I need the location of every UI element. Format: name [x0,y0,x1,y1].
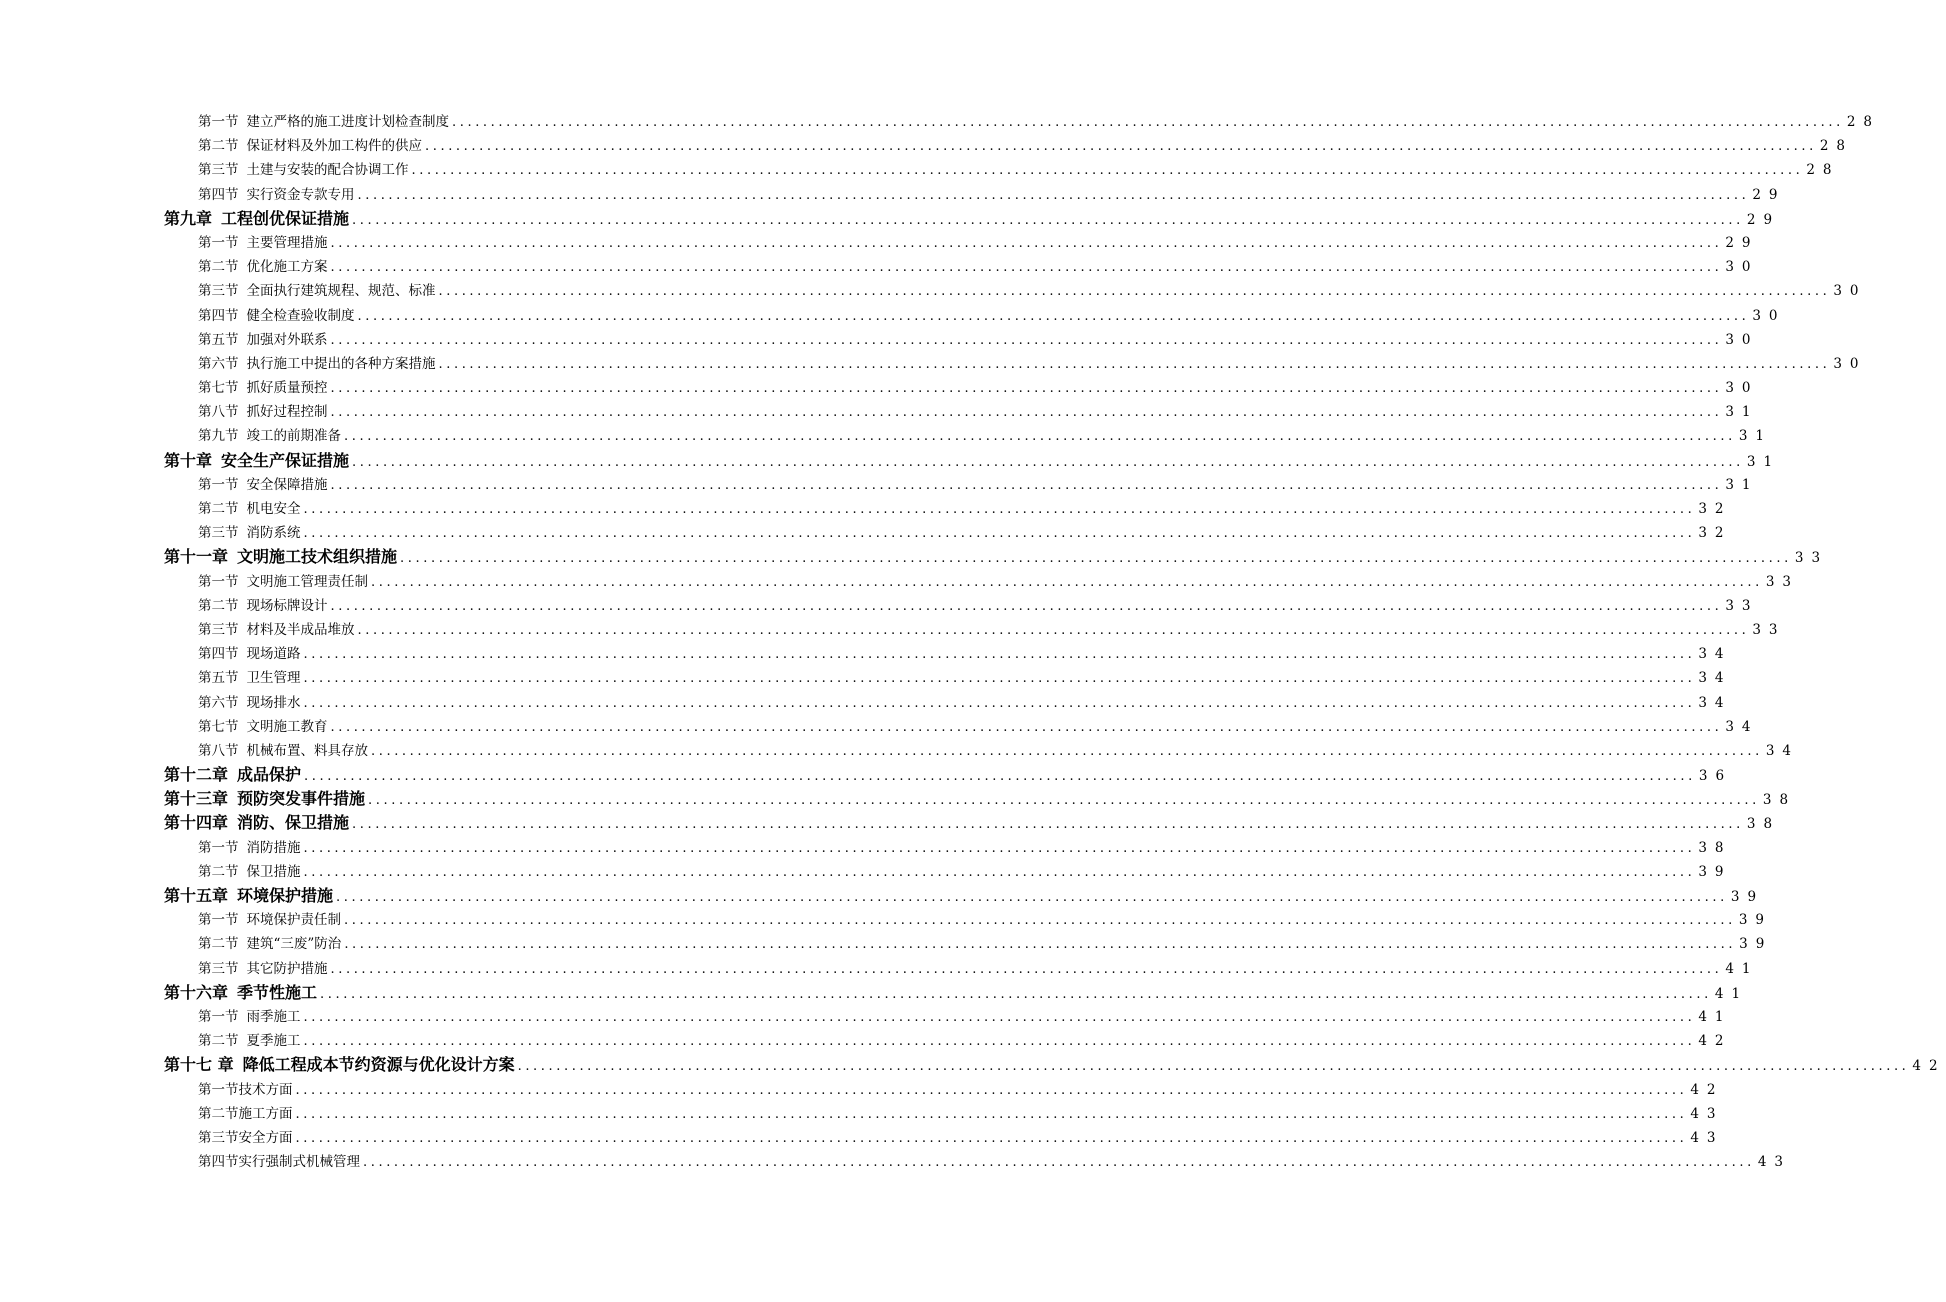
toc-entry-number: 第七节 [198,718,239,735]
dot-leader [304,667,1696,691]
toc-entry-number: 第十三章 [164,789,229,809]
dot-leader [425,135,1817,159]
toc-chapter-entry[interactable] [164,981,1749,1005]
toc-section-entry[interactable] [164,739,1800,763]
toc-section-entry[interactable] [164,352,1867,376]
dot-leader [304,861,1696,885]
toc-section-entry[interactable] [164,110,1881,134]
toc-page-number: 43 [1690,1105,1724,1122]
toc-page-number: 32 [1698,525,1732,542]
dot-leader [352,813,1744,837]
toc-section-entry[interactable] [164,134,1854,158]
toc-entry-number: 第四节 [198,186,239,203]
toc-entry-label [198,110,449,134]
toc-entry-title: 成品保护 [237,765,302,785]
toc-entry-title: 现场道路 [246,646,301,663]
dot-leader [371,740,1763,764]
toc-entry-number: 第九节 [198,428,239,445]
toc-section-entry[interactable] [164,836,1732,860]
toc-page-number: 28 [1846,114,1881,130]
toc-page-number: 29 [1746,211,1781,228]
toc-entry-number: 第六节 [198,355,239,372]
toc-entry-title: 加强对外联系 [246,331,328,348]
toc-entry-title: 雨季施工 [246,1008,301,1025]
toc-section-entry[interactable] [164,328,1759,352]
dot-leader [452,111,1844,135]
toc-entry-label [198,836,301,860]
dot-leader [358,305,1750,329]
toc-entry-title: 执行施工中提出的各种方案措施 [246,355,436,372]
toc-entry-label [198,1126,293,1150]
toc-section-entry[interactable] [164,715,1759,739]
toc-entry-label [198,1029,301,1053]
toc-section-entry[interactable] [164,304,1786,328]
toc-entry-title: 工程创优保证措施 [221,208,350,228]
toc-entry-title: 机械布置、料具存放 [246,742,368,759]
toc-entry-label [198,473,328,497]
toc-section-entry[interactable] [164,1126,1724,1150]
toc-section-entry[interactable] [164,497,1732,521]
dot-leader [368,789,1760,813]
toc-entry-title: 主要管理措施 [246,234,328,251]
toc-entry-title: 文明施工技术组织措施 [237,547,398,567]
toc-entry-number: 第一节 [198,912,239,929]
toc-entry-label [164,763,301,787]
dot-leader [304,643,1696,667]
toc-page-number: 38 [1762,792,1797,809]
toc-page-number: 31 [1725,404,1759,421]
toc-entry-label [198,618,355,642]
toc-entry-number: 第二节 [198,501,239,517]
toc-section-entry[interactable] [164,594,1759,618]
toc-section-entry[interactable] [164,424,1773,448]
toc-page-number: 33 [1725,597,1759,614]
toc-entry-number: 第十五章 [164,886,229,905]
toc-entry-label [198,908,341,932]
toc-entry-label [198,304,355,328]
toc-entry-number: 第二节 [198,936,239,953]
toc-entry-number: 第一节 [198,573,239,590]
toc-entry-number: 第二节 [198,138,239,155]
toc-entry-title: 第四节实行强制式机械管理 [198,1154,360,1171]
toc-page-number: 28 [1819,138,1854,155]
toc-entry-number: 第十六章 [164,982,229,1002]
toc-section-entry[interactable] [164,231,1759,255]
toc-section-entry[interactable] [164,1005,1732,1029]
toc-entry-title: 建立严格的施工进度计划检查制度 [246,114,449,130]
toc-page-number: 39 [1739,936,1773,953]
toc-entry-label [198,715,328,739]
toc-entry-number: 第十七 章 [164,1055,234,1075]
toc-page-number: 29 [1752,186,1786,203]
dot-leader [331,958,1723,982]
toc-entry-title: 现场标牌设计 [246,597,328,614]
toc-entry-label [164,981,317,1005]
toc-page-number: 39 [1698,863,1732,880]
toc-entry-title: 消防系统 [246,525,301,542]
toc-section-entry[interactable] [164,860,1732,884]
toc-entry-number: 第二节 [198,597,239,614]
toc-section-entry[interactable] [164,957,1759,981]
dot-leader [331,329,1723,353]
toc-entry-title: 预防突发事件措施 [237,789,366,809]
toc-entry-title: 安全生产保证措施 [221,450,350,470]
toc-entry-number: 第三节 [198,960,239,977]
dot-leader [304,837,1696,861]
toc-entry-number: 第三节 [198,621,239,638]
toc-page-number: 30 [1725,331,1759,348]
toc-entry-number: 第二节 [198,259,239,276]
dot-leader [296,1127,1688,1151]
toc-entry-title: 第一节技术方面 [198,1081,293,1098]
dot-leader [371,571,1763,595]
toc-entry-label [164,811,349,835]
dot-leader [304,522,1696,546]
toc-entry-number: 第三节 [198,525,239,542]
toc-page-number: 30 [1725,380,1759,397]
dot-leader [304,765,1696,789]
toc-entry-number: 第三节 [198,162,239,179]
toc-page-number: 34 [1698,670,1732,687]
toc-page-number: 34 [1698,694,1732,711]
toc-entry-title: 其它防护措施 [246,960,328,977]
toc-entry-label [198,497,301,521]
toc-entry-label [164,545,397,569]
toc-page-number: 43 [1690,1129,1724,1146]
toc-chapter-entry[interactable] [164,545,1829,569]
dot-leader [296,1079,1688,1103]
dot-leader [296,1103,1688,1127]
toc-entry-label [198,739,368,763]
toc-page-number: 43 [1757,1154,1792,1171]
toc-entry-number: 第七节 [198,380,239,397]
dot-leader [304,1030,1696,1054]
toc-section-entry[interactable] [164,618,1786,642]
toc-chapter-entry[interactable] [164,207,1781,231]
toc-entry-label [198,424,341,448]
toc-entry-number: 第十一章 [164,547,229,567]
dot-leader [344,933,1736,957]
toc-entry-title: 保证材料及外加工构件的供应 [246,138,422,155]
toc-page-number: 30 [1752,307,1786,324]
toc-entry-label [198,134,422,158]
toc-section-entry[interactable] [164,642,1732,666]
toc-page-number: 42 [1912,1058,1946,1075]
toc-chapter-entry[interactable] [164,787,1797,811]
toc-entry-title: 第三节安全方面 [198,1129,293,1146]
toc-entry-title: 材料及半成品堆放 [246,621,355,638]
toc-entry-title: 竣工的前期准备 [246,428,341,445]
toc-section-entry[interactable] [164,158,1840,182]
toc-page-number: 30 [1725,259,1759,276]
toc-entry-number: 第四节 [198,307,239,324]
dot-leader [331,716,1723,740]
dot-leader [331,595,1723,619]
toc-entry-number: 第三节 [198,283,239,300]
toc-entry-number: 第一节 [198,114,239,130]
toc-entry-title: 第二节施工方面 [198,1105,293,1122]
dot-leader [439,353,1831,377]
toc-page-number: 28 [1806,162,1840,179]
toc-page-number: 42 [1698,1033,1732,1050]
toc-entry-title: 环境保护责任制 [246,912,341,929]
toc-entry-number: 第八节 [198,404,239,421]
table-of-contents [164,110,1946,1174]
toc-section-entry[interactable] [164,691,1732,715]
toc-entry-label [198,183,355,207]
toc-page-number: 33 [1752,621,1786,638]
toc-entry-number: 第一节 [198,234,239,251]
toc-entry-label [198,521,301,545]
toc-entry-title: 保卫措施 [246,863,301,880]
toc-section-entry[interactable] [164,376,1759,400]
toc-entry-label [198,400,328,424]
toc-entry-label [198,255,328,279]
toc-entry-title: 健全检查验收制度 [246,307,355,324]
dot-leader [363,1151,1755,1175]
toc-entry-label [164,884,333,908]
toc-entry-label [198,1078,293,1102]
dot-leader [400,547,1792,571]
toc-section-entry[interactable] [164,473,1759,497]
toc-entry-title: 降低工程成本节约资源与优化设计方案 [242,1055,515,1075]
toc-page-number: 34 [1765,742,1800,759]
toc-entry-label [198,691,301,715]
toc-entry-number: 第十二章 [164,765,229,785]
dot-leader [358,184,1750,208]
toc-entry-title: 现场排水 [246,694,301,711]
toc-chapter-entry[interactable] [164,1053,1946,1077]
toc-section-entry[interactable] [164,400,1759,424]
toc-page-number: 38 [1698,839,1732,856]
toc-entry-label [198,1150,360,1174]
toc-entry-number: 第八节 [198,742,239,759]
toc-entry-label [164,449,349,473]
toc-entry-number: 第十四章 [164,813,229,833]
dot-leader [412,159,1804,183]
dot-leader [344,425,1736,449]
toc-section-entry[interactable] [164,255,1759,279]
toc-page-number: 41 [1714,985,1749,1002]
toc-entry-title: 文明施工管理责任制 [246,573,368,590]
toc-entry-title: 消防措施 [246,839,301,856]
toc-page-number: 34 [1698,646,1732,663]
toc-page-number: 29 [1725,234,1759,251]
toc-entry-label [198,860,301,884]
toc-page-number: 33 [1794,550,1829,567]
toc-section-entry[interactable] [164,908,1773,932]
toc-page-number: 31 [1725,476,1759,493]
toc-entry-label [198,352,436,376]
dot-leader [352,209,1744,233]
toc-entry-title: 文明施工教育 [246,718,328,735]
toc-entry-title: 抓好质量预控 [246,380,328,397]
dot-leader [352,451,1744,475]
toc-entry-title: 卫生管理 [246,670,301,687]
dot-leader [304,1006,1696,1030]
toc-entry-label [198,376,328,400]
dot-leader [331,256,1723,280]
toc-section-entry[interactable] [164,932,1773,956]
dot-leader [331,377,1723,401]
toc-page-number: 31 [1738,428,1773,445]
toc-entry-label [198,1102,293,1126]
toc-entry-label [198,594,328,618]
toc-entry-title: 季节性施工 [237,982,318,1002]
toc-section-entry[interactable] [164,570,1800,594]
toc-entry-label [164,787,365,811]
toc-page-number: 41 [1698,1008,1732,1025]
toc-entry-title: 夏季施工 [246,1033,301,1050]
toc-section-entry[interactable] [164,183,1786,207]
toc-entry-title: 安全保障措施 [246,476,328,493]
toc-entry-number: 第十章 [164,450,213,470]
dot-leader [320,983,1712,1007]
toc-entry-number: 第五节 [198,670,239,687]
dot-leader [518,1055,1910,1079]
toc-page-number: 30 [1833,283,1867,300]
toc-entry-title: 抓好过程控制 [246,404,328,421]
toc-entry-title: 机电安全 [246,501,301,517]
toc-section-entry[interactable] [164,1102,1724,1126]
toc-entry-number: 第六节 [198,694,239,711]
toc-entry-label [198,957,328,981]
toc-section-entry[interactable] [164,521,1732,545]
toc-entry-number: 第二节 [198,863,239,880]
dot-leader [358,619,1750,643]
dot-leader [304,498,1696,522]
toc-entry-title: 消防、保卫措施 [237,813,350,833]
toc-chapter-entry[interactable] [164,884,1765,908]
toc-chapter-entry[interactable] [164,811,1781,835]
toc-entry-label [198,570,368,594]
toc-entry-label [198,279,436,303]
toc-page-number: 42 [1690,1081,1724,1098]
toc-entry-label [198,328,328,352]
toc-entry-title: 全面执行建筑规程、规范、标准 [246,283,436,300]
toc-section-entry[interactable] [164,1150,1792,1174]
toc-entry-label [164,1053,515,1077]
toc-entry-title: 实行资金专款专用 [246,186,355,203]
toc-page-number: 41 [1725,960,1759,977]
toc-page-number: 33 [1765,573,1800,590]
toc-page-number: 39 [1738,912,1773,929]
toc-entry-title: 优化施工方案 [246,259,328,276]
toc-page-number: 36 [1698,768,1733,785]
dot-leader [439,280,1831,304]
toc-page-number: 34 [1725,718,1759,735]
toc-entry-number: 第九章 [164,208,213,228]
toc-section-entry[interactable] [164,666,1732,690]
toc-entry-label [198,932,341,956]
toc-page-number: 31 [1746,453,1781,470]
toc-entry-label [198,231,328,255]
toc-entry-title: 建筑“三废”防治 [246,936,342,953]
toc-chapter-entry[interactable] [164,763,1733,787]
toc-section-entry[interactable] [164,1029,1732,1053]
toc-entry-label [198,666,301,690]
dot-leader [336,886,1728,910]
toc-entry-title: 土建与安装的配合协调工作 [246,162,409,179]
dot-leader [331,401,1723,425]
toc-entry-title: 环境保护措施 [237,886,334,905]
toc-section-entry[interactable] [164,1078,1724,1102]
dot-leader [331,232,1723,256]
toc-entry-label [198,642,301,666]
toc-entry-label [198,158,409,182]
toc-page-number: 30 [1833,355,1867,372]
toc-entry-number: 第五节 [198,331,239,348]
toc-entry-number: 第二节 [198,1033,239,1050]
toc-section-entry[interactable] [164,279,1867,303]
dot-leader [331,474,1723,498]
toc-entry-number: 第一节 [198,1008,239,1025]
toc-entry-label [198,1005,301,1029]
toc-entry-label [164,207,349,231]
toc-chapter-entry[interactable] [164,449,1781,473]
toc-page-number: 38 [1746,816,1781,833]
toc-entry-number: 第一节 [198,476,239,493]
toc-page-number: 39 [1730,889,1765,905]
toc-entry-number: 第四节 [198,646,239,663]
dot-leader [304,692,1696,716]
toc-entry-number: 第一节 [198,839,239,856]
dot-leader [344,909,1736,933]
toc-page-number: 32 [1698,501,1732,517]
